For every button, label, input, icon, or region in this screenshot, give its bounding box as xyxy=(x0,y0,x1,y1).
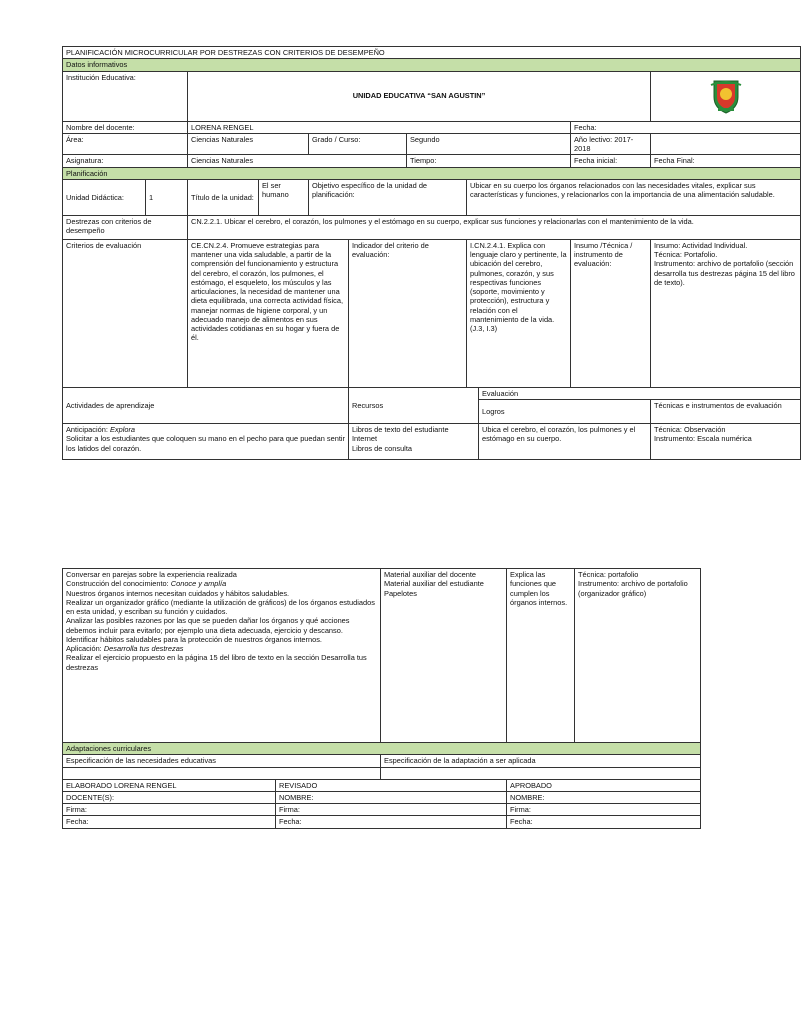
objetivo-label: Objetivo específico de la unidad de planificación: xyxy=(309,179,467,215)
construccion-prefix: Construcción del conocimiento: xyxy=(66,579,169,589)
recurso-item: Papelotes xyxy=(384,588,417,598)
recursos2-cell xyxy=(381,569,507,743)
criterios-value: CE.CN.2.4. Promueve estrategias para mantener una vida saludable, a partir de la comprensión del funcionamiento y estructura del cerebro, el corazón, los pulmones, el estómago, el esqueleto, los músculos y las articulaciones, la necesidad de mantener una dieta equilibrada, una correcta actividad física, manejar normas de higiene corporal, y un adecuado manejo de alimentos en sus actividades cotidianas en su hogar y fuera de él. xyxy=(188,239,349,387)
grado-label: Grado / Curso: xyxy=(309,133,407,155)
school-logo xyxy=(651,71,801,121)
adaptacion-label: Especificación de la adaptación a ser aplicada xyxy=(381,755,701,767)
docente-value: LORENA RENGEL xyxy=(188,121,571,133)
area-value: Ciencias Naturales xyxy=(188,133,309,155)
activities-cell xyxy=(63,569,381,743)
tecnica-line: Técnica: portafolio xyxy=(578,570,639,579)
school-crest-icon xyxy=(706,75,746,115)
objetivo-value: Ubicar en su cuerpo los órganos relacionados con las necesidades vitales, explicar sus características y funciones, y relacionarlos con la importancia de una alimentación saludable. xyxy=(467,179,801,215)
tecnica-line: Instrumento: archivo de portafolio (organizador gráfico) xyxy=(578,579,688,598)
indicador-label: Indicador del criterio de evaluación: xyxy=(349,239,467,387)
insumo-line: Insumo: Actividad Individual. xyxy=(654,240,748,250)
aprobado-fecha: Fecha: xyxy=(507,816,701,828)
fecha-inicial-label: Fecha inicial: xyxy=(571,155,651,167)
unidad-value: 1 xyxy=(146,179,188,215)
adaptacion-empty xyxy=(381,767,701,779)
asignatura-value: Ciencias Naturales xyxy=(188,155,407,167)
tecnicas2-value xyxy=(575,569,701,743)
logros2-value: Explica las funciones que cumplen los órganos internos. xyxy=(507,569,575,743)
document-title: PLANIFICACIÓN MICROCURRICULAR POR DESTREZAS CON CRITERIOS DE DESEMPEÑO xyxy=(63,47,801,59)
logros-value: Ubica el cerebro, el corazón, los pulmones y el estómago en su cuerpo. xyxy=(479,424,651,460)
titulo-label: Título de la unidad: xyxy=(188,179,259,215)
anticipacion-cell xyxy=(63,424,349,460)
destrezas-label: Destrezas con criterios de desempeño xyxy=(63,215,188,239)
aplicacion-prefix: Aplicación: xyxy=(66,644,102,653)
section-planificacion: Planificación xyxy=(63,167,801,179)
recurso-item: Material auxiliar del docente xyxy=(384,570,477,579)
anio-empty xyxy=(651,133,801,155)
insumo-line: Técnica: Portafolio. xyxy=(654,250,718,259)
institucion-label: Institución Educativa: xyxy=(63,71,188,121)
docentes-label: DOCENTE(S): xyxy=(63,791,276,803)
revisado-label: REVISADO xyxy=(276,779,507,791)
insumo-line: Instrumento: archivo de portafolio (sección desarrolla tus destrezas página 15 del libro de texto). xyxy=(654,259,795,287)
elaborado-firma: Firma: xyxy=(63,804,276,816)
fecha-label: Fecha: xyxy=(571,121,801,133)
anticipacion-mode: Explora xyxy=(109,425,136,434)
docente-label: Nombre del docente: xyxy=(63,121,188,133)
tecnica-line: Instrumento: Escala numérica xyxy=(654,434,752,444)
tecnicas-label: Técnicas e instrumentos de evaluación xyxy=(651,400,801,424)
necesidades-label: Especificación de las necesidades educativas xyxy=(63,755,381,767)
aplicacion-line xyxy=(66,644,377,653)
recurso-item: Libros de consulta xyxy=(352,443,412,453)
revisado-nombre: NOMBRE: xyxy=(276,791,507,803)
necesidades-empty xyxy=(63,767,381,779)
tecnica-line: Técnica: Observación xyxy=(654,425,726,434)
recurso-item: Material auxiliar del estudiante xyxy=(384,579,484,589)
asignatura-label: Asignatura: xyxy=(63,155,188,167)
recurso-item: Internet xyxy=(352,434,378,444)
aplicacion-mode: Desarrolla tus destrezas xyxy=(103,644,184,653)
unidad-label: Unidad Didáctica: xyxy=(63,179,146,215)
anio-lectivo: Año lectivo: 2017- 2018 xyxy=(571,133,651,155)
criterios-label: Criterios de evaluación xyxy=(63,239,188,387)
anticipacion-prefix: Anticipación: xyxy=(66,425,108,434)
area-label: Área: xyxy=(63,133,188,155)
planning-table xyxy=(62,46,801,460)
indicador-value: I.CN.2.4.1. Explica con lenguaje claro y pertinente, la ubicación del cerebro, pulmones, corazón, y sus respectivas funciones (soporte, movimiento y protección), estructura y relación con el mantenimiento de la vida. (J.3, I.3) xyxy=(467,239,571,387)
recursos-cell xyxy=(349,424,479,460)
grado-value: Segundo xyxy=(407,133,571,155)
revisado-fecha: Fecha: xyxy=(276,816,507,828)
tiempo-label: Tiempo: xyxy=(407,155,571,167)
activity-line: Conversar en parejas sobre la experiencia realizada xyxy=(66,570,237,579)
actividades-label: Actividades de aprendizaje xyxy=(63,387,349,423)
fecha-final-label: Fecha Final: xyxy=(651,155,801,167)
activity-paragraph: Analizar las posibles razones por las que se pueden dañar los órganos y qué acciones debemos incluir para evitarlo; por ejemplo una dieta adecuada, ejercicio y descanso. xyxy=(66,616,350,635)
activity-paragraph: Identificar hábitos saludables para la protección de nuestros órganos internos. xyxy=(66,634,322,644)
destrezas-value: CN.2.2.1. Ubicar el cerebro, el corazón, los pulmones y el estómago en su cuerpo, explicar sus funciones y relacionarlas con el mantenimiento de la vida. xyxy=(188,215,801,239)
anticipacion-text: Solicitar a los estudiantes que coloquen su mano en el pecho para que puedan sentir los latidos del corazón. xyxy=(66,434,345,453)
recursos-label: Recursos xyxy=(349,387,479,423)
construccion-mode: Conoce y amplía xyxy=(170,579,227,589)
evaluacion-label: Evaluación xyxy=(479,387,801,399)
activity-final: Realizar el ejercicio propuesto en la página 15 del libro de texto en la sección Desarrolla tus destrezas xyxy=(66,653,367,672)
recurso-item: Libros de texto del estudiante xyxy=(352,425,449,434)
section-adaptaciones: Adaptaciones curriculares xyxy=(63,743,701,755)
aprobado-firma: Firma: xyxy=(507,804,701,816)
activity-paragraph: Realizar un organizador gráfico (mediante la utilización de gráficos) de los órganos estudiados en esta unidad, y escriban su función y cuidados. xyxy=(66,597,375,616)
elaborado-fecha: Fecha: xyxy=(63,816,276,828)
aprobado-label: APROBADO xyxy=(507,779,701,791)
construccion-line xyxy=(66,579,377,588)
aprobado-nombre: NOMBRE: xyxy=(507,791,701,803)
logros-label: Logros xyxy=(479,400,651,424)
section-datos-informativos: Datos informativos xyxy=(63,59,801,71)
insumo-label: Insumo /Técnica / instrumento de evaluación: xyxy=(571,239,651,387)
institucion-value: UNIDAD EDUCATIVA “SAN AGUSTIN” xyxy=(188,71,651,121)
titulo-value: El ser humano xyxy=(259,179,309,215)
revisado-firma: Firma: xyxy=(276,804,507,816)
insumo-value xyxy=(651,239,801,387)
activity-paragraph: Nuestros órganos internos necesitan cuidados y hábitos saludables. xyxy=(66,588,290,598)
elaborado-label: ELABORADO LORENA RENGEL xyxy=(63,779,276,791)
planning-table-continued xyxy=(62,568,701,829)
tecnicas-value xyxy=(651,424,801,460)
